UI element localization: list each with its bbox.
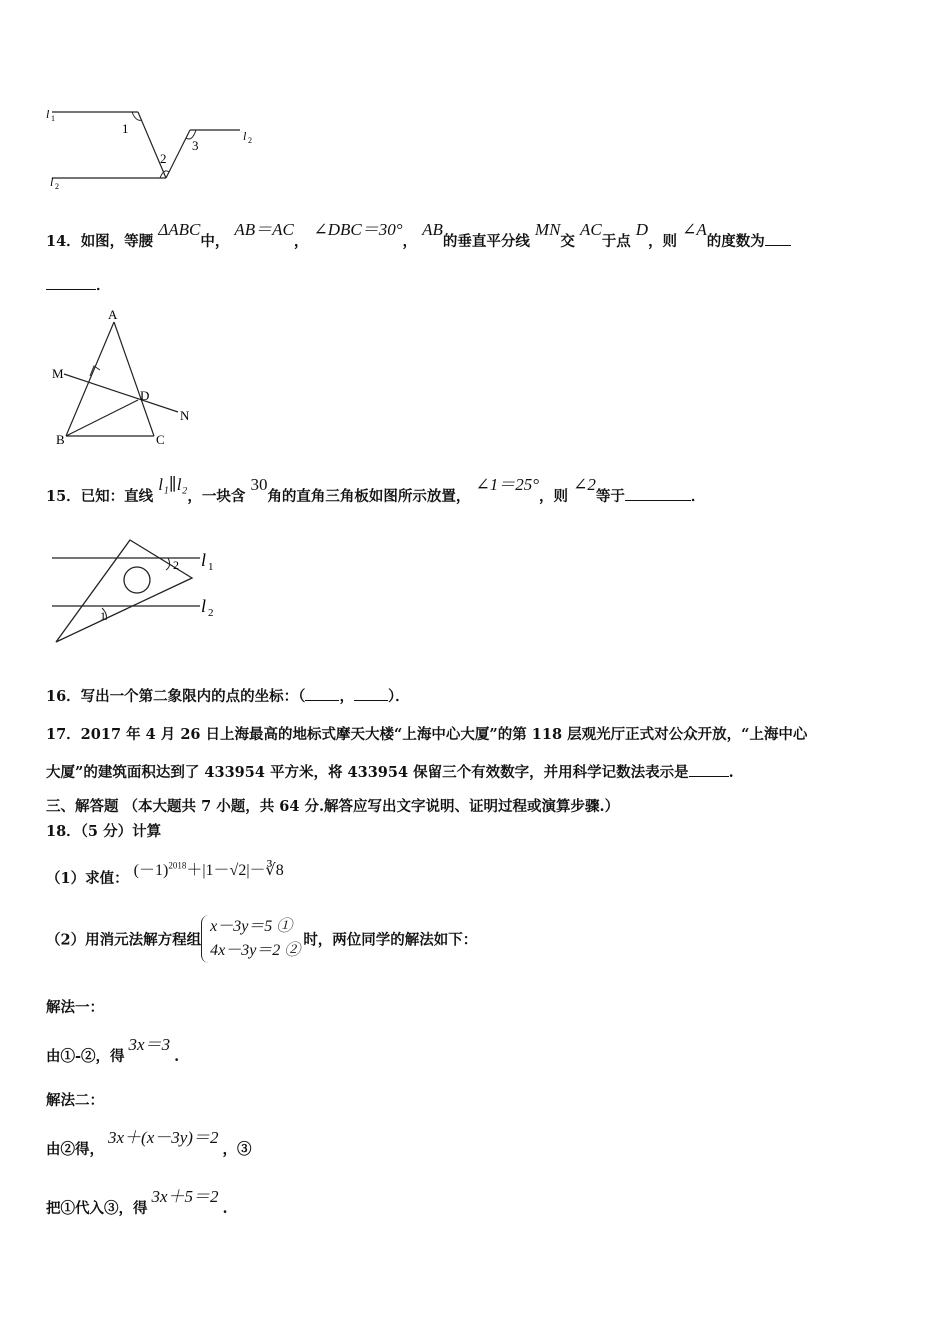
q14-math-ab-ac: AB＝AC bbox=[234, 220, 294, 239]
solution-2-end: . bbox=[222, 1200, 228, 1217]
q14-text-5: 的垂直平分线 bbox=[442, 233, 530, 250]
q17-text: 大厦”的建筑面积达到了 433954 平方米，将 433954 保留三个有效数字，并用科学记数法表示是 bbox=[46, 764, 689, 781]
q15-text-4: ，则 bbox=[539, 488, 569, 505]
figure-q15-triangle-board bbox=[48, 530, 228, 648]
q15-text-3: 角的直角三角板如图所示放置， bbox=[267, 488, 471, 505]
solution-2-math-1: 3x＋(x－3y)＝2 bbox=[108, 1128, 219, 1147]
equation-2: 4x－3y＝2 ② bbox=[210, 942, 301, 959]
figure-q14-triangle bbox=[46, 308, 206, 450]
q18-p1-rest: ＋|1－√2|－∛8 bbox=[186, 862, 284, 879]
label-l2-right: l bbox=[243, 129, 247, 143]
q15-number: 15． bbox=[46, 488, 81, 505]
q14-math-angle-a: ∠A bbox=[682, 220, 707, 239]
q17-answer-blank[interactable] bbox=[689, 764, 729, 777]
angle-label-2: 2 bbox=[173, 558, 179, 572]
solution-1-end: . bbox=[174, 1048, 180, 1065]
solution-1-title: 解法一： bbox=[46, 999, 104, 1016]
q15-answer-blank[interactable] bbox=[625, 488, 691, 501]
label-l2-left-sub: 2 bbox=[55, 182, 59, 191]
label-l1-sub: 1 bbox=[208, 561, 214, 573]
q16-answer-blank-x[interactable] bbox=[305, 688, 339, 701]
q16-text: 16．写出一个第二象限内的点的坐标：（ bbox=[46, 688, 306, 705]
solution-2-title: 解法二： bbox=[46, 1092, 104, 1109]
question-15 bbox=[46, 475, 706, 506]
q18-part-2-label: （2）用消元法解方程组 bbox=[46, 931, 202, 949]
solution-2-text-1: 由②得， bbox=[46, 1141, 104, 1158]
angle-label-3: 3 bbox=[192, 138, 199, 153]
q14-math-angle-dbc: ∠DBC＝30° bbox=[313, 220, 403, 239]
q14-math-d: D bbox=[635, 220, 649, 239]
q14-math-triangle: ΔABC bbox=[158, 220, 201, 239]
vertex-d: D bbox=[140, 388, 150, 403]
figure-parallel-lines-top bbox=[40, 100, 270, 195]
q16-separator: ， bbox=[339, 688, 354, 705]
q15-math-parallel: l₁∥l₂ bbox=[158, 475, 188, 494]
solution-2-step-2 bbox=[46, 1187, 228, 1218]
vertex-a: A bbox=[108, 308, 118, 322]
solution-1-math: 3x＝3 bbox=[128, 1035, 171, 1054]
solution-2-text-2: 把①代入③，得 bbox=[46, 1200, 148, 1217]
q15-text-1: 已知：直线 bbox=[80, 488, 154, 505]
label-l2-sub: 2 bbox=[208, 607, 214, 619]
equation-1: x－3y＝5 ① bbox=[210, 918, 293, 935]
q18-part-1 bbox=[46, 860, 284, 888]
vertex-c: C bbox=[156, 432, 165, 447]
q18-part-1-label: （1）求值： bbox=[46, 870, 129, 887]
label-l1-sub: 1 bbox=[51, 114, 55, 123]
q18-p1-exponent: 2018 bbox=[168, 860, 187, 871]
solution-2-step-1 bbox=[46, 1128, 252, 1159]
q16-answer-blank-y[interactable] bbox=[354, 688, 388, 701]
solution-1-step bbox=[46, 1035, 180, 1066]
question-17-line-2 bbox=[46, 761, 734, 782]
solution-1-text: 由①-②，得 bbox=[46, 1048, 125, 1065]
q14-text-2: 中， bbox=[200, 233, 230, 250]
question-17-line-1: 17．2017 年 4 月 26 日上海最高的地标式摩天大楼“上海中心大厦”的第 118 层观光厅正式对公众开放，“上海中心 bbox=[46, 726, 808, 743]
q18-p1-base: (－1) bbox=[133, 862, 169, 879]
q14-text-6: 交 bbox=[560, 233, 575, 250]
point-n: N bbox=[180, 408, 190, 423]
solution-2-tail-1: ，③ bbox=[222, 1141, 252, 1158]
angle-label-2: 2 bbox=[160, 151, 167, 166]
label-l2-left: l bbox=[50, 175, 54, 189]
vertex-b: B bbox=[56, 432, 65, 447]
angle-label-1: 1 bbox=[100, 609, 106, 623]
q14-math-mn: MN bbox=[534, 220, 561, 239]
q15-math-angle1: ∠1＝25° bbox=[475, 475, 540, 494]
q15-math-30: 30 bbox=[250, 475, 268, 494]
label-l2-right-sub: 2 bbox=[248, 136, 252, 145]
q14-answer-blank-a[interactable] bbox=[765, 233, 791, 246]
q14-text-7: 于点 bbox=[601, 233, 631, 250]
q14-math-ac: AC bbox=[579, 220, 602, 239]
q14-text-4: ， bbox=[402, 233, 418, 250]
q14-text-1: 如图，等腰 bbox=[80, 233, 154, 250]
solution-2-math-2: 3x＋5＝2 bbox=[151, 1187, 219, 1206]
angle-label-1: 1 bbox=[122, 121, 129, 136]
question-14 bbox=[46, 220, 791, 251]
equation-system bbox=[201, 915, 300, 963]
question-16 bbox=[46, 685, 410, 706]
q15-end: ． bbox=[690, 488, 706, 505]
question-18-title: 18．（5 分）计算 bbox=[46, 823, 162, 840]
section-3-heading: 三、解答题 （本大题共 7 小题，共 64 分.解答应写出文字说明、证明过程或演算步骤.） bbox=[46, 798, 620, 815]
q18-part-2 bbox=[46, 915, 477, 963]
q14-text-3: ， bbox=[293, 233, 309, 250]
q18-part-2-tail: 时，两位同学的解法如下： bbox=[303, 931, 478, 949]
q15-math-angle2: ∠2 bbox=[573, 475, 596, 494]
q14-text-9: 的度数为 bbox=[706, 233, 765, 250]
q14-number: 14． bbox=[46, 233, 81, 250]
q17-end: . bbox=[728, 764, 734, 781]
label-l1: l bbox=[201, 550, 207, 570]
q14-text-8: ，则 bbox=[648, 233, 678, 250]
q14-end: ． bbox=[96, 277, 111, 294]
q16-end: ）． bbox=[387, 688, 410, 705]
q15-text-2: ，一块含 bbox=[187, 488, 246, 505]
point-m: M bbox=[52, 366, 64, 381]
q14-continuation bbox=[46, 274, 111, 295]
label-l1: l bbox=[46, 107, 50, 121]
q14-math-ab: AB bbox=[422, 220, 443, 239]
q14-answer-blank-b[interactable] bbox=[46, 277, 96, 290]
label-l2: l bbox=[201, 596, 207, 616]
q15-text-5: 等于 bbox=[595, 488, 625, 505]
